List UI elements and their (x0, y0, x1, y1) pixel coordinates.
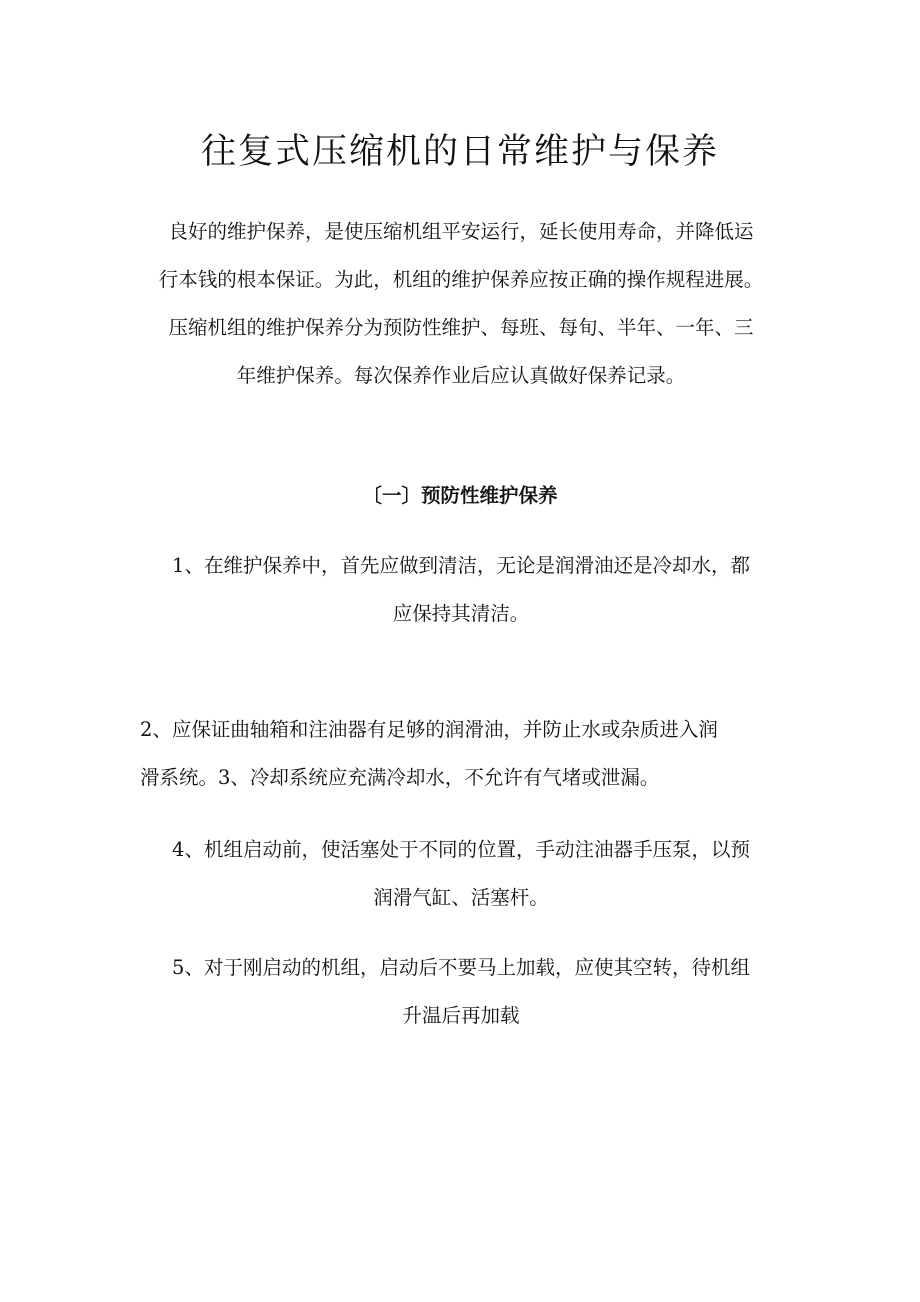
list-item-1 (140, 542, 782, 638)
intro-paragraph (140, 208, 782, 400)
list-item-line: 应保持其清洁。 (392, 602, 530, 625)
intro-line: 压缩机组的维护保养分为预防性维护、每班、每旬、半年、一年、三 (168, 316, 754, 339)
list-item-4 (140, 826, 782, 922)
intro-line: 年维护保养。每次保养作业后应认真做好保养记录。 (236, 364, 686, 387)
section-heading: 〔一〕预防性维护保养 (362, 484, 558, 507)
list-item-line: 滑系统。3、冷却系统应充满冷却水，不允许有气堵或泄漏。 (140, 766, 660, 789)
list-item-line: 5、对于刚启动的机组，启动后不要马上加载，应使其空转，待机组 (172, 956, 750, 979)
list-item-2-3 (140, 706, 782, 802)
intro-line: 行本钱的根本保证。为此，机组的维护保养应按正确的操作规程进展。 (158, 268, 764, 291)
list-item-line: 2、应保证曲轴箱和注油器有足够的润滑油，并防止水或杂质进入润 (140, 718, 718, 741)
list-item-line: 1、在维护保养中，首先应做到清洁，无论是润滑油还是冷却水，都 (172, 554, 750, 577)
list-item-line: 4、机组启动前，使活塞处于不同的位置，手动注油器手压泵，以预 (172, 838, 750, 861)
list-item-line: 润滑气缸、活塞杆。 (373, 886, 549, 909)
list-item-line: 升温后再加载 (402, 1004, 520, 1027)
intro-line: 良好的维护保养，是使压缩机组平安运行，延长使用寿命，并降低运 (168, 220, 754, 243)
list-item-5 (140, 944, 782, 1040)
document-title: 往复式压缩机的日常维护与保养 (200, 132, 719, 172)
